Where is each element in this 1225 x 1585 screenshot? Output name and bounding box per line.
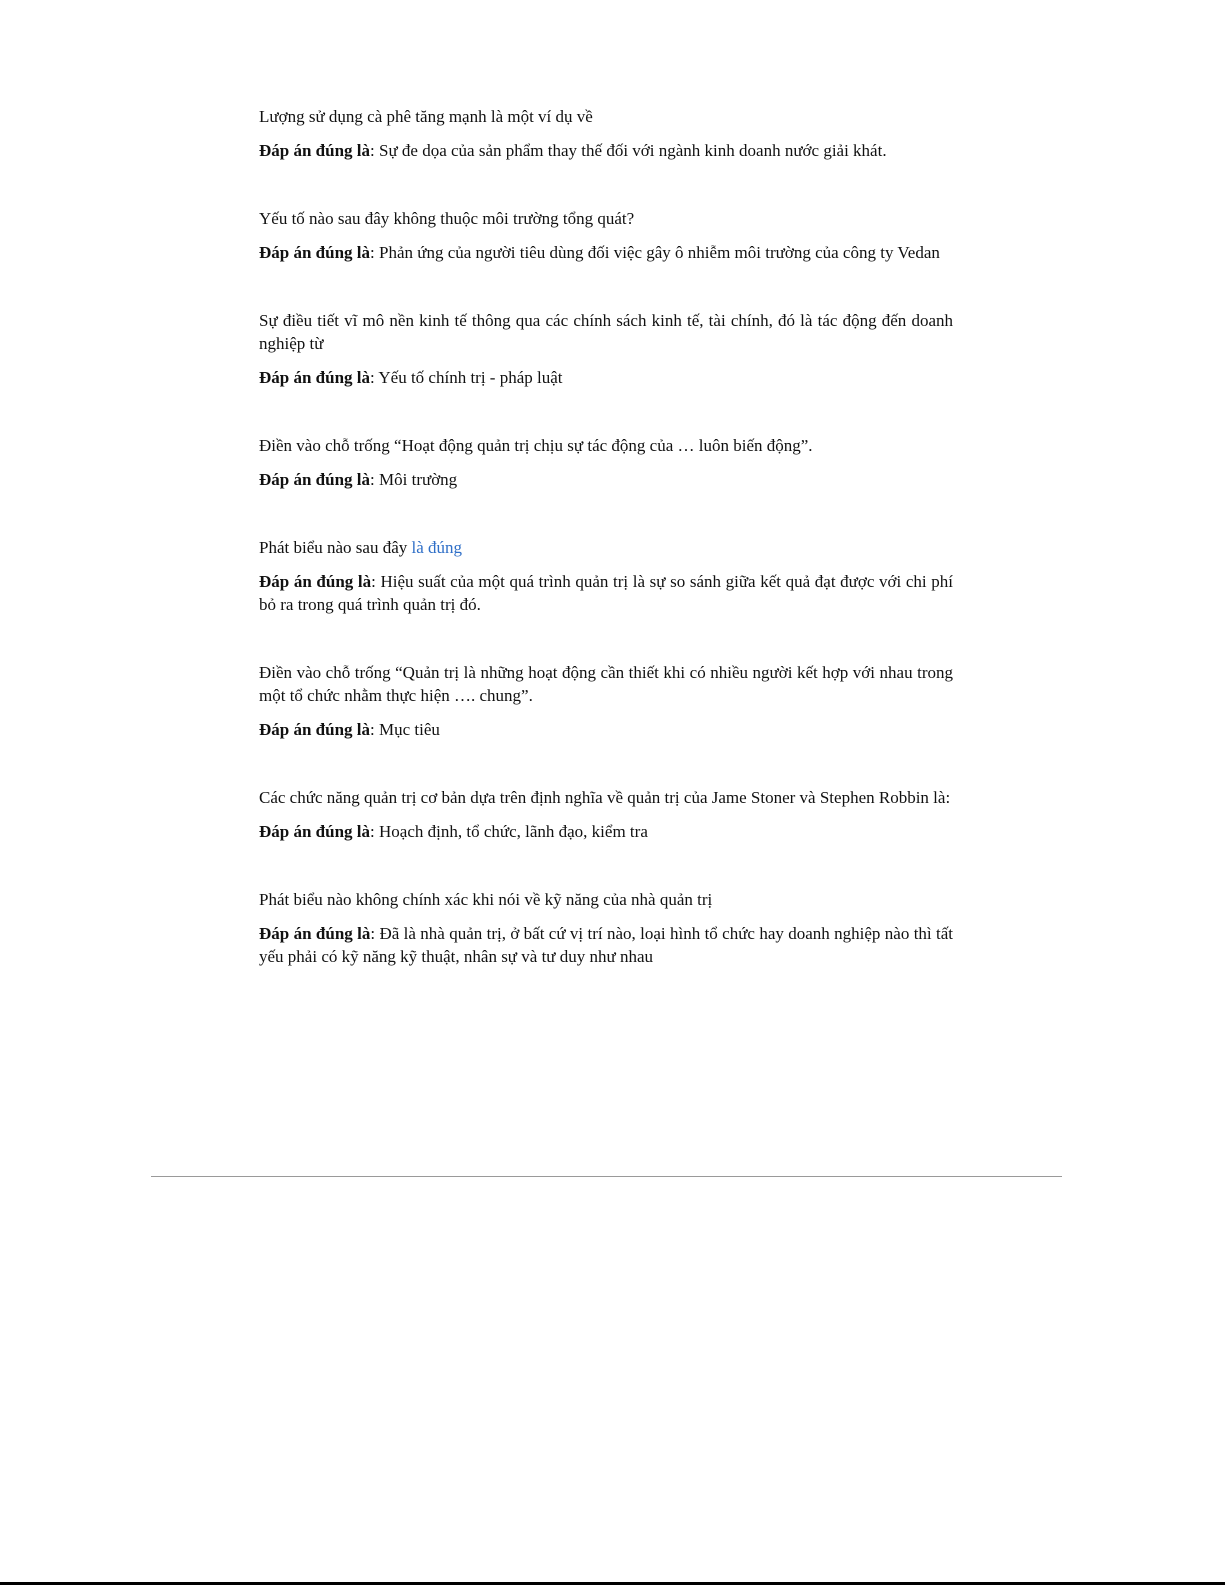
qa-item-3 [259, 309, 953, 389]
answer-value: : Mục tiêu [370, 720, 440, 739]
answer-prefix: Đáp án đúng là [259, 822, 371, 841]
qa-list [259, 105, 953, 1013]
answer-prefix: Đáp án đúng là [259, 924, 371, 943]
answer-value: : Phản ứng của người tiêu dùng đối việc gây ô nhiễm môi trường của công ty Vedan [370, 243, 940, 262]
answer-value: : Yếu tố chính trị - pháp luật [370, 368, 563, 387]
qa-item-7 [259, 786, 953, 843]
answer-prefix: Đáp án đúng là [259, 720, 371, 739]
question-text: Các chức năng quản trị cơ bản dựa trên định nghĩa về quản trị của Jame Stoner và Stephen Robbin là: [259, 788, 951, 807]
answer-value: : Hoạch định, tổ chức, lãnh đạo, kiểm tra [370, 822, 648, 841]
qa-item-1 [259, 105, 953, 162]
answer-value: : Hiệu suất của một quá trình quản trị là sự so sánh giữa kết quả đạt được với chi phí bỏ ra trong quá trình quản trị đó. [259, 572, 954, 614]
question-text: Sự điều tiết vĩ mô nền kinh tế thông qua các chính sách kinh tế, tài chính, đó là tác động đến doanh nghiệp từ [259, 311, 953, 353]
question-text: Phát biểu nào không chính xác khi nói về kỹ năng của nhà quản trị [259, 890, 713, 909]
answer-prefix: Đáp án đúng là [259, 368, 371, 387]
answer-prefix: Đáp án đúng là [259, 243, 371, 262]
answer-value: : Môi trường [370, 470, 458, 489]
question-text: Yếu tố nào sau đây không thuộc môi trường tổng quát? [259, 209, 635, 228]
answer-text [259, 139, 953, 162]
question-text: Lượng sử dụng cà phê tăng mạnh là một ví dụ về [259, 107, 593, 126]
answer-prefix: Đáp án đúng là [259, 572, 372, 591]
qa-item-6 [259, 661, 953, 741]
answer-prefix: Đáp án đúng là [259, 141, 371, 160]
question-text: Điền vào chỗ trống “Hoạt động quản trị chịu sự tác động của … luôn biến động”. [259, 436, 813, 455]
answer-text [259, 718, 953, 741]
answer-value: : Sự đe dọa của sản phẩm thay thế đối với ngành kinh doanh nước giải khát. [370, 141, 887, 160]
answer-text [259, 570, 953, 616]
question-text-start: Phát biểu nào sau đây [259, 538, 412, 557]
answer-text [259, 366, 953, 389]
question-text: Điền vào chỗ trống “Quản trị là những hoạt động cần thiết khi có nhiều người kết hợp với nhau trong một tổ chức nhằm thực hiện …. chung”. [259, 663, 953, 705]
question-link[interactable]: là đúng [411, 538, 463, 557]
answer-prefix: Đáp án đúng là [259, 470, 371, 489]
answer-text [259, 820, 953, 843]
answer-value: : Đã là nhà quản trị, ở bất cứ vị trí nào, loại hình tổ chức hay doanh nghiệp nào thì tất yếu phải có kỹ năng kỹ thuật, nhân sự và tư duy như nhau [259, 924, 953, 966]
qa-item-2 [259, 207, 953, 264]
answer-text [259, 922, 953, 968]
page-divider [151, 1176, 1062, 1177]
answer-text [259, 241, 953, 264]
qa-item-5 [259, 536, 953, 616]
question-text [259, 536, 953, 559]
qa-item-8 [259, 888, 953, 968]
qa-item-4 [259, 434, 953, 491]
answer-text [259, 468, 953, 491]
